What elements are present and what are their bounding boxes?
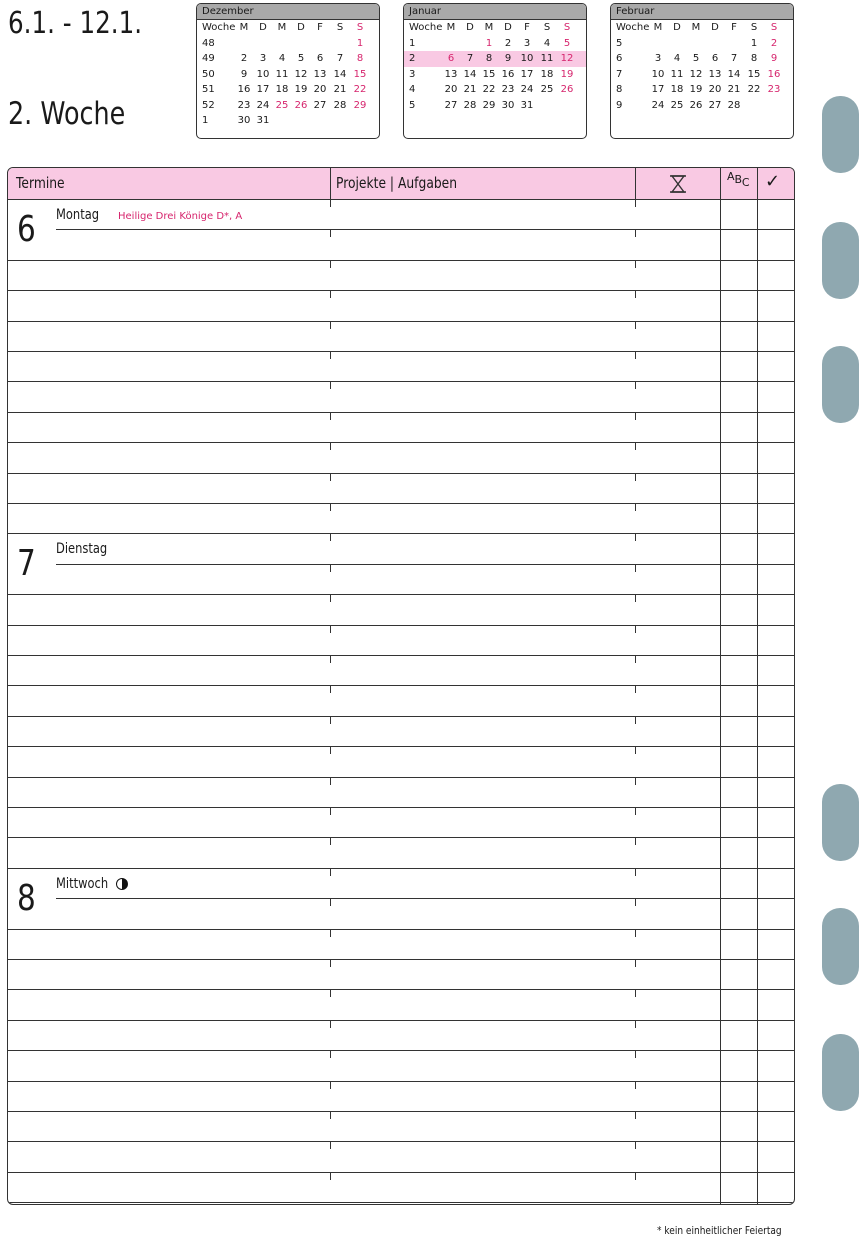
mini-calendar-day: 23 — [767, 84, 781, 95]
mini-calendar-day: 4 — [278, 53, 286, 64]
column-tick — [635, 1173, 636, 1180]
mini-calendar-day: 11 — [670, 68, 684, 80]
day-separator-line — [8, 1202, 794, 1203]
mini-calendar-day: 3 — [259, 53, 267, 64]
mini-calendar-day: 31 — [520, 99, 534, 111]
mini-calendar-weekday: D — [297, 22, 305, 33]
mini-calendar-day: 26 — [560, 84, 574, 95]
mini-calendar-day: 31 — [256, 115, 270, 126]
mini-calendar-week-number: 2 — [409, 53, 416, 64]
column-tick — [330, 1142, 331, 1149]
mini-calendar-month: Februar — [611, 4, 793, 20]
row-line — [8, 381, 794, 382]
mini-calendar-day: 16 — [237, 84, 251, 95]
column-divider — [635, 168, 636, 199]
mini-calendar-day: 24 — [520, 84, 534, 95]
column-tick — [635, 474, 636, 481]
row-line — [8, 625, 794, 626]
mini-calendar-day: 10 — [256, 68, 270, 80]
mini-calendar-week-row — [197, 36, 379, 52]
column-tick — [330, 382, 331, 389]
column-tick — [330, 626, 331, 633]
mini-calendar-week-number: 5 — [409, 99, 416, 111]
row-line — [8, 716, 794, 717]
column-tick — [330, 504, 331, 511]
mini-calendar-day: 26 — [294, 99, 308, 111]
mini-calendar-day: 12 — [294, 68, 308, 80]
mini-calendar-week-row — [197, 82, 379, 98]
mini-calendar-week-number: 52 — [202, 99, 215, 111]
mini-calendar-weekday: M — [484, 22, 494, 33]
column-tick — [330, 869, 331, 876]
mini-calendar-day: 13 — [444, 68, 458, 80]
column-tick — [635, 382, 636, 389]
mini-calendar-week-number: 4 — [409, 84, 416, 95]
column-tick — [635, 747, 636, 754]
column-tick — [635, 838, 636, 845]
row-line — [8, 1020, 794, 1021]
mini-calendar-day: 19 — [560, 68, 574, 80]
column-tick — [330, 1082, 331, 1089]
mini-calendar-day: 30 — [237, 115, 251, 126]
mini-calendar-weekday: F — [524, 22, 530, 33]
mini-calendar-week-row — [611, 36, 793, 52]
row-line — [8, 777, 794, 778]
mini-calendar-day: 25 — [275, 99, 289, 111]
column-tick — [635, 778, 636, 785]
mini-calendar-week-row — [197, 51, 379, 67]
mini-calendar-day: 17 — [651, 84, 665, 95]
mini-calendar-week-row — [197, 67, 379, 83]
column-tick — [635, 717, 636, 724]
mini-calendar-day: 28 — [727, 99, 741, 111]
mini-calendar-day: 2 — [240, 53, 248, 64]
row-line — [8, 1172, 794, 1173]
column-tick — [330, 747, 331, 754]
mini-calendar-day: 11 — [540, 53, 554, 64]
column-tick — [635, 1142, 636, 1149]
mini-calendar-day: 13 — [313, 68, 327, 80]
column-tick — [330, 686, 331, 693]
index-tab[interactable] — [822, 784, 859, 861]
mini-calendar-weekday: S — [770, 22, 778, 33]
mini-calendar-day: 5 — [563, 37, 571, 49]
mini-calendar-day: 20 — [444, 84, 458, 95]
priority-abc-label: ABC — [727, 170, 750, 189]
column-tick — [635, 291, 636, 298]
column-tick — [330, 899, 331, 906]
mini-calendar-week-row — [611, 67, 793, 83]
day-separator-line — [8, 533, 794, 534]
mini-calendar-header-row — [611, 20, 793, 36]
mini-calendar-week-number: 7 — [616, 68, 623, 80]
mini-calendar-day: 15 — [747, 68, 761, 80]
mini-calendar-day: 16 — [501, 68, 515, 80]
mini-calendar-weekday: D — [259, 22, 267, 33]
mini-calendar-weekday: M — [691, 22, 701, 33]
column-tick — [330, 960, 331, 967]
mini-calendar-month: Januar — [404, 4, 586, 20]
mini-calendar-day: 17 — [256, 84, 270, 95]
mini-calendar-day: 24 — [256, 99, 270, 111]
column-tick — [635, 200, 636, 207]
column-tick — [635, 1021, 636, 1028]
column-tick — [635, 869, 636, 876]
mini-calendar-week-header: Woche — [616, 22, 650, 33]
column-tick — [635, 930, 636, 937]
mini-calendar-week-row — [611, 51, 793, 67]
mini-calendar-day: 4 — [543, 37, 551, 49]
day-separator-line — [8, 868, 794, 869]
index-tab[interactable] — [822, 346, 859, 423]
mini-calendar-day: 12 — [560, 53, 574, 64]
column-tick — [330, 474, 331, 481]
mini-calendar-weekday: S — [563, 22, 571, 33]
column-tick — [330, 261, 331, 268]
row-line — [8, 1050, 794, 1051]
column-tick — [635, 808, 636, 815]
mini-calendar-weekday: S — [336, 22, 344, 33]
date-range: 6.1. - 12.1. — [8, 6, 143, 41]
mini-calendar-week-row — [404, 36, 586, 52]
mini-calendar-week-row — [404, 51, 586, 67]
mini-calendar-day: 22 — [353, 84, 367, 95]
mini-calendar-week-row — [197, 113, 379, 129]
mini-calendar-day: 3 — [523, 37, 531, 49]
column-tick — [635, 1051, 636, 1058]
mini-calendar-day: 13 — [708, 68, 722, 80]
mini-calendar-weekday: D — [504, 22, 512, 33]
mini-calendar-week-row — [404, 82, 586, 98]
column-tick — [330, 808, 331, 815]
mini-calendar-day: 9 — [770, 53, 778, 64]
mini-calendar-week-row — [611, 82, 793, 98]
column-tick — [635, 626, 636, 633]
mini-calendar-week-row — [404, 67, 586, 83]
row-line — [8, 655, 794, 656]
column-tick — [330, 352, 331, 359]
holiday-note: Heilige Drei Könige D*, A — [118, 211, 243, 222]
mini-calendar-day: 29 — [482, 99, 496, 111]
planner-header — [8, 168, 794, 200]
mini-calendar-day: 27 — [708, 99, 722, 111]
row-line — [8, 989, 794, 990]
mini-calendar-day: 8 — [485, 53, 493, 64]
row-line — [8, 321, 794, 322]
column-tick — [330, 990, 331, 997]
mini-calendar-week-number: 3 — [409, 68, 416, 80]
column-tick — [635, 686, 636, 693]
mini-calendar-day: 12 — [689, 68, 703, 80]
moon-phase-icon — [116, 878, 128, 890]
mini-calendar-day: 28 — [463, 99, 477, 111]
weekly-planner-table — [7, 167, 795, 1205]
column-tick — [635, 656, 636, 663]
column-tick — [330, 291, 331, 298]
mini-calendar-day: 27 — [313, 99, 327, 111]
row-line — [8, 594, 794, 595]
column-tick — [330, 930, 331, 937]
day-number: 6 — [17, 209, 36, 250]
mini-calendar-week-number: 1 — [409, 37, 416, 49]
mini-calendar-day: 7 — [730, 53, 738, 64]
mini-calendar-header-row — [404, 20, 586, 36]
column-tick — [330, 656, 331, 663]
mini-calendar-month: Dezember — [197, 4, 379, 20]
column-tick — [635, 595, 636, 602]
mini-calendar-week-row — [197, 98, 379, 114]
column-tick — [635, 261, 636, 268]
row-line — [8, 959, 794, 960]
mini-calendar-day: 17 — [520, 68, 534, 80]
column-tick — [330, 1173, 331, 1180]
mini-calendar-header-row — [197, 20, 379, 36]
column-tick — [635, 990, 636, 997]
column-tick — [330, 778, 331, 785]
mini-calendar-day: 19 — [689, 84, 703, 95]
column-tick — [330, 413, 331, 420]
mini-calendar-weekday: S — [543, 22, 551, 33]
column-tick — [635, 565, 636, 572]
row-line — [8, 442, 794, 443]
column-tick — [635, 352, 636, 359]
hourglass-icon — [668, 174, 688, 194]
column-tick — [635, 960, 636, 967]
mini-calendar-day: 20 — [708, 84, 722, 95]
mini-calendar-week-row — [404, 98, 586, 114]
mini-calendar-day: 18 — [670, 84, 684, 95]
done-check-icon: ✓ — [765, 171, 781, 192]
column-tick — [330, 534, 331, 541]
mini-calendar-day: 25 — [670, 99, 684, 111]
column-tick — [635, 534, 636, 541]
index-tab[interactable] — [822, 1034, 859, 1111]
mini-calendar-day: 27 — [444, 99, 458, 111]
row-line — [8, 807, 794, 808]
mini-calendar-weekday: F — [317, 22, 323, 33]
row-line — [8, 260, 794, 261]
day-number: 8 — [17, 878, 36, 919]
mini-calendar-week-number: 49 — [202, 53, 215, 64]
mini-calendar-day: 21 — [463, 84, 477, 95]
mini-calendar-day: 5 — [297, 53, 305, 64]
mini-calendar-week-number: 1 — [202, 115, 209, 126]
mini-calendar-day: 29 — [353, 99, 367, 111]
row-line — [8, 685, 794, 686]
mini-calendar-day: 16 — [767, 68, 781, 80]
mini-calendar-weekday: D — [466, 22, 474, 33]
mini-calendar-weekday: S — [750, 22, 758, 33]
mini-calendar-day: 5 — [692, 53, 700, 64]
mini-calendar-day: 6 — [316, 53, 324, 64]
mini-calendar-week-number: 5 — [616, 37, 623, 49]
column-tick — [330, 230, 331, 237]
mini-calendar-weekday: M — [277, 22, 287, 33]
mini-calendar-day: 18 — [540, 68, 554, 80]
column-tick — [635, 899, 636, 906]
row-line — [8, 1081, 794, 1082]
mini-calendar-day: 14 — [727, 68, 741, 80]
weekday-name: Mittwoch — [56, 876, 109, 892]
mini-calendar-day: 23 — [501, 84, 515, 95]
row-line — [8, 290, 794, 291]
mini-calendar-day: 6 — [447, 53, 455, 64]
weekday-name: Dienstag — [56, 541, 108, 557]
row-line — [56, 898, 794, 899]
row-line — [8, 503, 794, 504]
mini-calendar — [196, 3, 380, 139]
mini-calendar-weekday: M — [653, 22, 663, 33]
mini-calendar-day: 15 — [482, 68, 496, 80]
row-line — [56, 564, 794, 565]
column-tick — [635, 1112, 636, 1119]
mini-calendar-day: 25 — [540, 84, 554, 95]
mini-calendar-weekday: S — [356, 22, 364, 33]
column-tick — [635, 322, 636, 329]
mini-calendar-week-number: 48 — [202, 37, 215, 49]
mini-calendar-weekday: M — [239, 22, 249, 33]
mini-calendar-week-number: 8 — [616, 84, 623, 95]
mini-calendar-day: 4 — [673, 53, 681, 64]
mini-calendar — [610, 3, 794, 139]
mini-calendar-day: 20 — [313, 84, 327, 95]
mini-calendar-day: 23 — [237, 99, 251, 111]
mini-calendar-day: 6 — [711, 53, 719, 64]
mini-calendar-day: 19 — [294, 84, 308, 95]
mini-calendar-day: 22 — [747, 84, 761, 95]
row-line — [8, 837, 794, 838]
column-tick — [330, 322, 331, 329]
column-tick — [330, 1021, 331, 1028]
mini-calendar-day: 1 — [356, 37, 364, 49]
column-tick — [635, 504, 636, 511]
mini-calendar-day: 9 — [504, 53, 512, 64]
mini-calendar-day: 2 — [770, 37, 778, 49]
column-tick — [330, 717, 331, 724]
mini-calendar-day: 30 — [501, 99, 515, 111]
mini-calendar-day: 10 — [520, 53, 534, 64]
row-line — [8, 1141, 794, 1142]
mini-calendar-weekday: D — [673, 22, 681, 33]
mini-calendar-week-number: 9 — [616, 99, 623, 111]
mini-calendar-day: 2 — [504, 37, 512, 49]
column-tick — [330, 200, 331, 207]
row-line — [8, 1111, 794, 1112]
mini-calendar-week-number: 51 — [202, 84, 215, 95]
mini-calendar-day: 26 — [689, 99, 703, 111]
index-tab[interactable] — [822, 96, 859, 173]
mini-calendar-day: 1 — [485, 37, 493, 49]
mini-calendar-day: 15 — [353, 68, 367, 80]
mini-calendar-day: 14 — [463, 68, 477, 80]
day-number: 7 — [17, 543, 36, 584]
mini-calendar-weekday: D — [711, 22, 719, 33]
mini-calendar-day: 10 — [651, 68, 665, 80]
column-tick — [635, 413, 636, 420]
column-tick — [330, 838, 331, 845]
day-name-label — [56, 541, 118, 557]
mini-calendar-day: 3 — [654, 53, 662, 64]
mini-calendar — [403, 3, 587, 139]
mini-calendar-day: 7 — [466, 53, 474, 64]
column-tick — [330, 443, 331, 450]
footnote: * kein einheitlicher Feiertag — [657, 1224, 782, 1237]
column-termine: Termine — [16, 174, 65, 192]
week-label: 2. Woche — [8, 96, 126, 132]
row-line — [8, 473, 794, 474]
mini-calendar-week-header: Woche — [202, 22, 236, 33]
mini-calendar-day: 21 — [727, 84, 741, 95]
mini-calendar-day: 18 — [275, 84, 289, 95]
column-projekte-aufgaben: Projekte | Aufgaben — [336, 174, 458, 192]
mini-calendar-day: 1 — [750, 37, 758, 49]
weekday-name: Montag — [56, 207, 100, 223]
mini-calendar-day: 9 — [240, 68, 248, 80]
mini-calendar-day: 14 — [333, 68, 347, 80]
column-tick — [330, 1051, 331, 1058]
day-name-label — [56, 207, 243, 223]
mini-calendar-day: 24 — [651, 99, 665, 111]
mini-calendar-day: 22 — [482, 84, 496, 95]
mini-calendar-day: 11 — [275, 68, 289, 80]
mini-calendar-weekday: F — [731, 22, 737, 33]
column-divider — [720, 168, 721, 1204]
column-tick — [635, 1082, 636, 1089]
row-line — [8, 351, 794, 352]
row-line — [8, 929, 794, 930]
mini-calendar-weekday: M — [446, 22, 456, 33]
mini-calendar-week-number: 50 — [202, 68, 215, 80]
column-tick — [330, 595, 331, 602]
column-tick — [635, 443, 636, 450]
column-tick — [330, 1112, 331, 1119]
mini-calendar-week-row — [611, 98, 793, 114]
mini-calendar-week-header: Woche — [409, 22, 443, 33]
mini-calendar-week-number: 6 — [616, 53, 623, 64]
mini-calendar-day: 28 — [333, 99, 347, 111]
mini-calendar-day: 8 — [356, 53, 364, 64]
mini-calendar-day: 8 — [750, 53, 758, 64]
column-divider — [330, 168, 331, 199]
column-divider — [757, 168, 758, 1204]
mini-calendar-day: 21 — [333, 84, 347, 95]
row-line — [8, 412, 794, 413]
row-line — [8, 746, 794, 747]
day-name-label — [56, 876, 120, 892]
row-line — [56, 229, 794, 230]
index-tab[interactable] — [822, 908, 859, 985]
column-tick — [330, 565, 331, 572]
index-tab[interactable] — [822, 222, 859, 299]
mini-calendar-day: 7 — [336, 53, 344, 64]
column-tick — [635, 230, 636, 237]
